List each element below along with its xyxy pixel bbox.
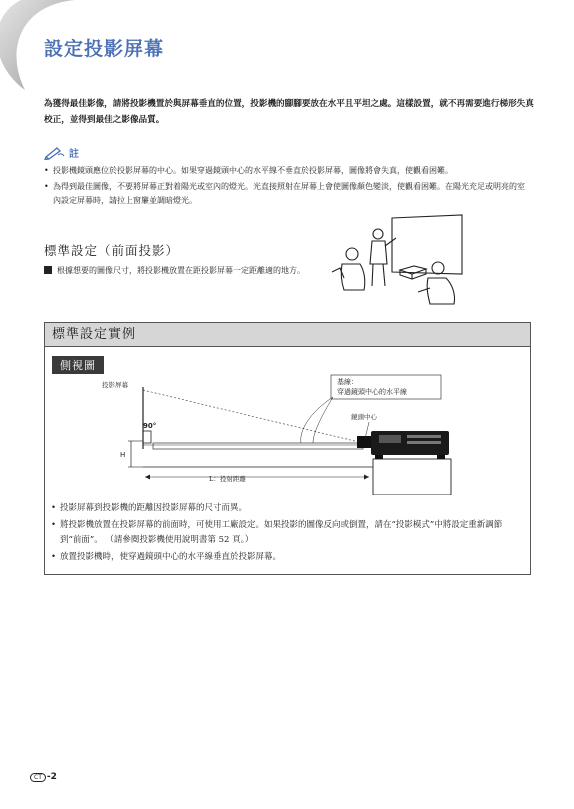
note-item: • 投影機鏡頭應位於投影屏幕的中心。如果穿過鏡頭中心的水平線不垂直於投影屏幕，圖像將會失真，使觀看困難。 xyxy=(44,164,532,178)
page-footer xyxy=(30,772,57,782)
note-heading xyxy=(44,145,79,160)
language-badge: CT xyxy=(30,773,46,782)
note-item: • 為得到最佳圖像，不要將屏幕正對着陽光或室內的燈光。光直接照射在屏幕上會使圖像顏色變淡，使觀看困難。在陽光充足或明亮的室內設定屏幕時，請拉上窗簾並調暗燈光。 xyxy=(44,180,532,208)
baseline-label-1: 基線： xyxy=(337,378,358,386)
standard-setup-body: 根據想要的圖像尺寸，將投影機放置在距投影屏幕一定距離適的地方。 xyxy=(57,266,305,275)
baseline-label-2: 穿過鏡頭中心的水平線 xyxy=(337,388,407,396)
example-notes xyxy=(51,501,521,567)
example-note-item: • 投影屏幕到投影機的距離因投影屏幕的尺寸而異。 xyxy=(51,501,521,516)
square-bullet-icon xyxy=(44,266,52,274)
presentation-illustration xyxy=(330,214,470,310)
page-number: -2 xyxy=(46,772,57,782)
standard-setup-text xyxy=(44,264,324,278)
projector-table xyxy=(373,459,451,495)
side-view-label: 側視圖 xyxy=(52,356,104,374)
intro-paragraph: 為獲得最佳影像，請將投影機置於與屏幕垂直的位置，投影機的腳腳要放在水平且平坦之處。這樣設置，就不再需要進行梯形失真校正，並得到最佳之影像品質。 xyxy=(44,99,534,125)
example-title: 標準設定實例 xyxy=(45,323,530,347)
projector-icon xyxy=(357,431,449,459)
example-box xyxy=(44,322,531,575)
pencil-icon xyxy=(44,146,66,160)
right-angle-marker xyxy=(143,431,151,443)
lens-center-label: 鏡頭中心 xyxy=(351,413,377,421)
page-title: 設定投影屏幕 xyxy=(44,38,165,60)
beam-upper xyxy=(143,390,363,443)
example-note-item: • 放置投影機時，使穿過鏡頭中心的水平線垂直於投影屏幕。 xyxy=(51,550,521,565)
baseline-callout-pointer xyxy=(301,397,333,443)
standard-setup-title: 標準設定（前面投影） xyxy=(44,243,180,258)
baseline-bar xyxy=(153,443,363,449)
example-note-item: • 將投影機放置在投影屏幕的前面時，可使用工廠設定。如果投影的圖像反向或倒置，請在“投影模式”中將設定重新調節到“前面”。 （請參閱投影機使用說明書第 52 頁。） xyxy=(51,518,521,548)
distance-label: L：投射距離 xyxy=(209,475,246,483)
setup-diagram xyxy=(51,373,521,495)
screen-label: 投影屏幕 xyxy=(102,381,128,389)
note-list xyxy=(44,164,532,210)
h-label: H xyxy=(120,451,126,459)
note-title: 註 xyxy=(69,149,79,160)
angle-label: 90° xyxy=(143,422,157,430)
